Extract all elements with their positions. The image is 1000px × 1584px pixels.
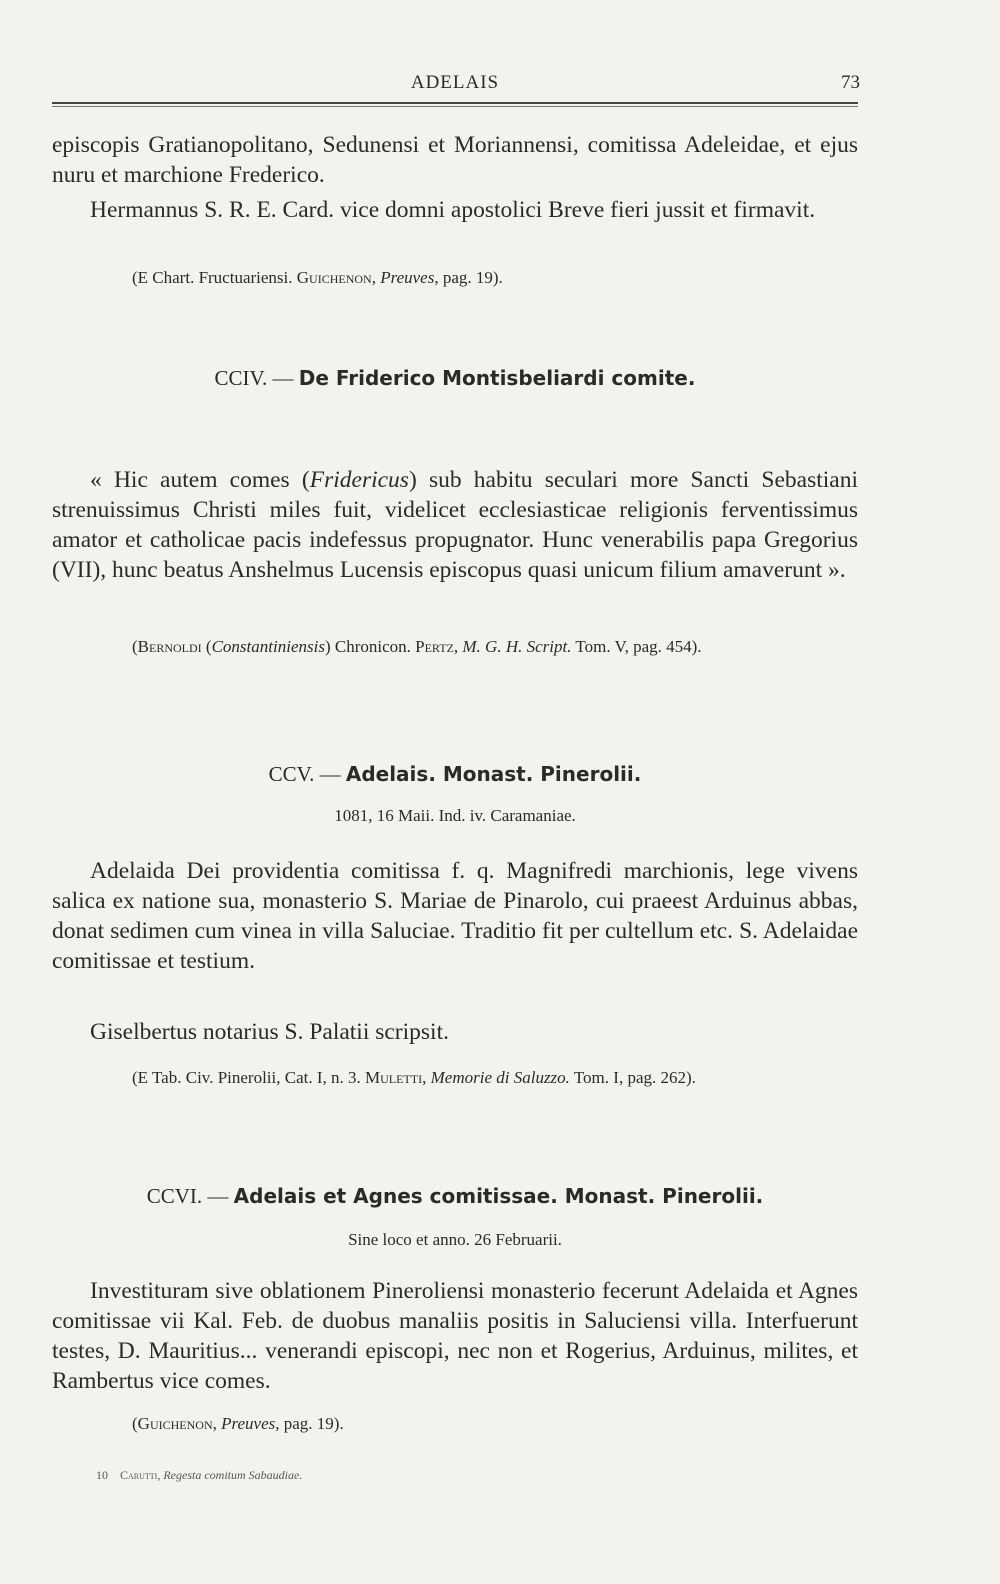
document-title: De Friderico Montisbeliardi comite. [298,366,696,390]
document-number: CCIV. — [214,366,294,390]
source-author: Guichenon [137,1414,213,1433]
source-author: Muletti [365,1068,423,1087]
source-work: Memorie di Saluzzo. [430,1068,570,1087]
dateline-ccvi: Sine loco et anno. 26 Februarii. [348,1230,562,1249]
header-rule [52,102,858,104]
document-heading-ccvi [52,1184,858,1209]
text: ) sub habitu seculari more Sancti Sebastiani strenuissimus Christi miles fuit, videlicet ecclesiasticae religionis ferventissimus amator et catholicae pacis indefessus propugnator. Hunc venerabilis papa Gregorius (VII), hunc beatus Anshelmus Lucensis episcopus quasi unicum filium amaverunt ». [52,467,858,583]
text-italic: Fridericus [309,467,409,493]
footer-author: Carutti [120,1468,158,1482]
header-rule-thin [52,106,858,107]
document-heading-cciv [52,366,858,391]
footer-signature: 10 Carutti, Regesta comitum Sabaudiae. [96,1468,303,1482]
document-text-ccv-2: Giselbertus notarius S. Palatii scripsit. [90,1019,449,1045]
continuation-paragraph: episcopis Gratianopolitano, Sedunensi et Moriannensi, comitissa Adeleidae, et ejus nuru et marchione Frederico. [52,132,858,188]
document-number: CCV. — [268,762,341,786]
source-text: ) Chronicon. [324,637,416,656]
document-number: CCVI. — [146,1184,229,1208]
source-work: Preuves [221,1414,276,1433]
source-work: M. G. H. Script. [462,637,572,656]
source-author: Pertz [415,637,454,656]
document-heading-ccv [52,762,858,787]
source-work: Constantiniensis [211,637,325,656]
source-author: Bernoldi [137,637,202,656]
document-text-ccv: Adelaida Dei providentia comitissa f. q. Magnifredi marchionis, lege vivens salica ex natione sua, monasterio S. Mariae de Pinarolo, cui praeest Arduinus abbas, donat sedimen cum vinea in villa Saluciae. Traditio fit per cultellum etc. S. Adelaidae comitissae et testium. [52,858,858,974]
source-text: Tom. V, pag. 454). [571,637,702,656]
signature-number: 10 [96,1468,108,1482]
continuation-paragraph-2: Hermannus S. R. E. Card. vice domni apostolici Breve fieri jussit et firmavit. [90,197,816,223]
source-author: Guichenon [296,268,372,287]
source-citation-cciv: (Bernoldi (Constantiniensis) Chronicon. Pertz, M. G. H. Script. Tom. V, pag. 454). [132,637,702,656]
source-work: Preuves [380,268,435,287]
source-text: , pag. 19). [275,1414,344,1433]
dateline-ccv: 1081, 16 Maii. Ind. iv. Caramaniae. [334,806,576,825]
document-title: Adelais. Monast. Pinerolii. [345,762,642,786]
source-citation-1: (E Chart. Fructuariensi. Guichenon, Preuves, pag. 19). [132,268,503,287]
document-text-ccvi: Investituram sive oblationem Pineroliensi monasterio fecerunt Adelaida et Agnes comitissae vii Kal. Feb. de duobus manaliis positis in Saluciensi villa. Interfuerunt testes, D. Mauritius... venerandi episcopi, nec non et Rogerius, Arduinus, milites, et Rambertus vice comes. [52,1278,858,1394]
page-header [52,72,858,98]
source-text: (E Chart. Fructuariensi. [132,268,297,287]
text: « Hic autem comes ( [90,467,310,493]
source-text: Tom. I, pag. 262). [569,1068,696,1087]
running-title: ADELAIS [410,72,500,93]
source-citation-ccvi: (Guichenon, Preuves, pag. 19). [132,1414,344,1433]
source-text: , pag. 19). [434,268,503,287]
document-text-cciv [52,465,858,585]
source-text: (E Tab. Civ. Pinerolii, Cat. I, n. 3. [132,1068,366,1087]
document-title: Adelais et Agnes comitissae. Monast. Pinerolii. [233,1184,764,1208]
footer-title: Regesta comitum Sabaudiae. [163,1468,303,1482]
source-citation-ccv: (E Tab. Civ. Pinerolii, Cat. I, n. 3. Muletti, Memorie di Saluzzo. Tom. I, pag. 262). [132,1068,696,1087]
page-number: 73 [841,72,860,93]
